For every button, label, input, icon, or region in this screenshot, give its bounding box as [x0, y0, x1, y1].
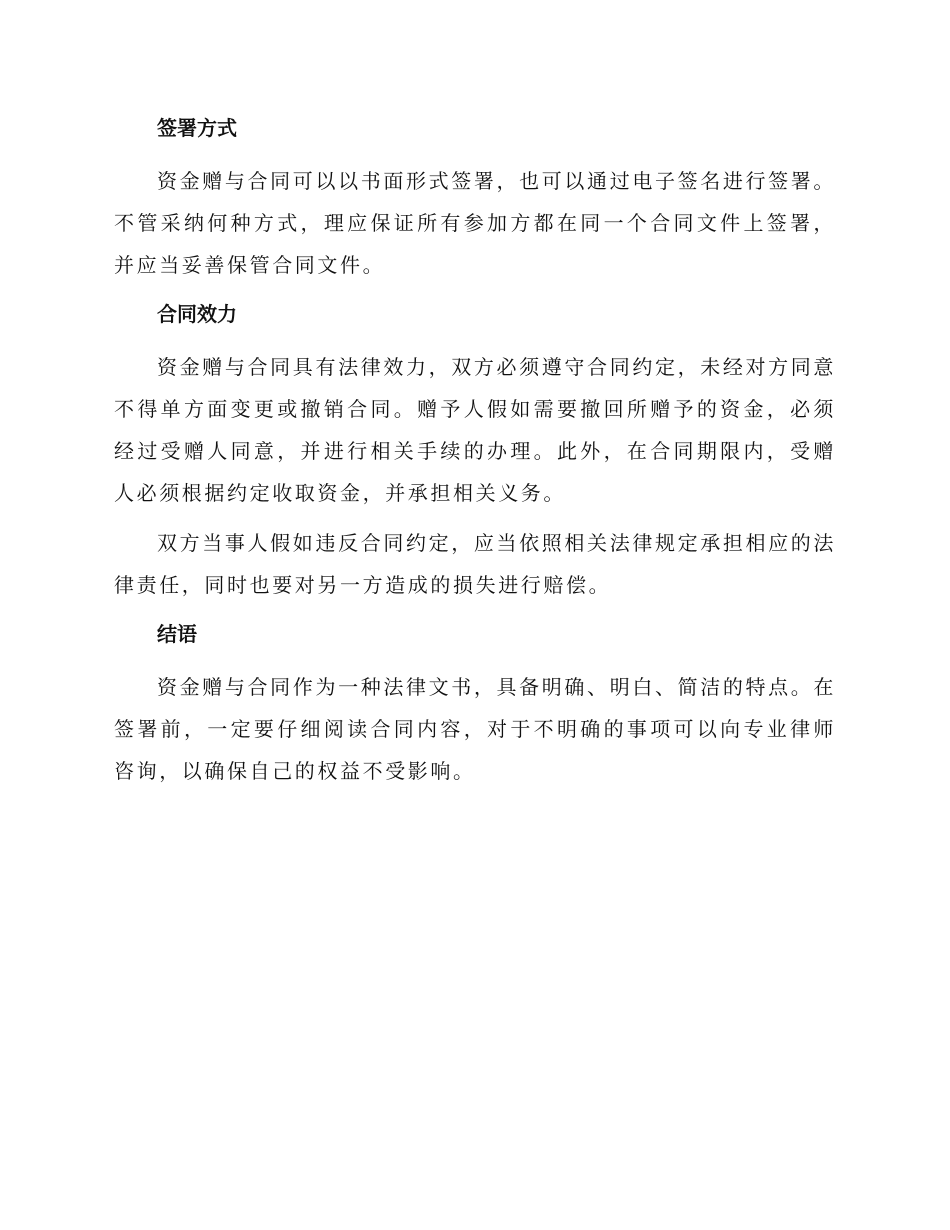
paragraph-conclusion: 资金赠与合同作为一种法律文书，具备明确、明白、简洁的特点。在签署前，一定要仔细阅读合同内容，对于不明确的事项可以向专业律师咨询，以确保自己的权益不受影响。 — [114, 675, 836, 783]
paragraph-breach-liability: 双方当事人假如违反合同约定，应当依照相关法律规定承担相应的法律责任，同时也要对另一方造成的损失进行赔偿。 — [114, 531, 836, 597]
section-heading-contract-validity: 合同效力 — [157, 302, 237, 326]
paragraph-signing-method: 资金赠与合同可以以书面形式签署，也可以通过电子签名进行签署。不管采纳何种方式，理应保证所有参加方都在同一个合同文件上签署，并应当妥善保管合同文件。 — [114, 169, 836, 277]
paragraph-contract-validity: 资金赠与合同具有法律效力，双方必须遵守合同约定，未经对方同意不得单方面变更或撤销合同。赠予人假如需要撤回所赠予的资金，必须经过受赠人同意，并进行相关手续的办理。此外，在合同期限内，受赠人必须根据约定收取资金，并承担相关义务。 — [114, 355, 836, 505]
section-heading-signing-method: 签署方式 — [157, 116, 237, 140]
document-body — [114, 108, 836, 792]
section-heading-conclusion: 结语 — [157, 622, 197, 646]
